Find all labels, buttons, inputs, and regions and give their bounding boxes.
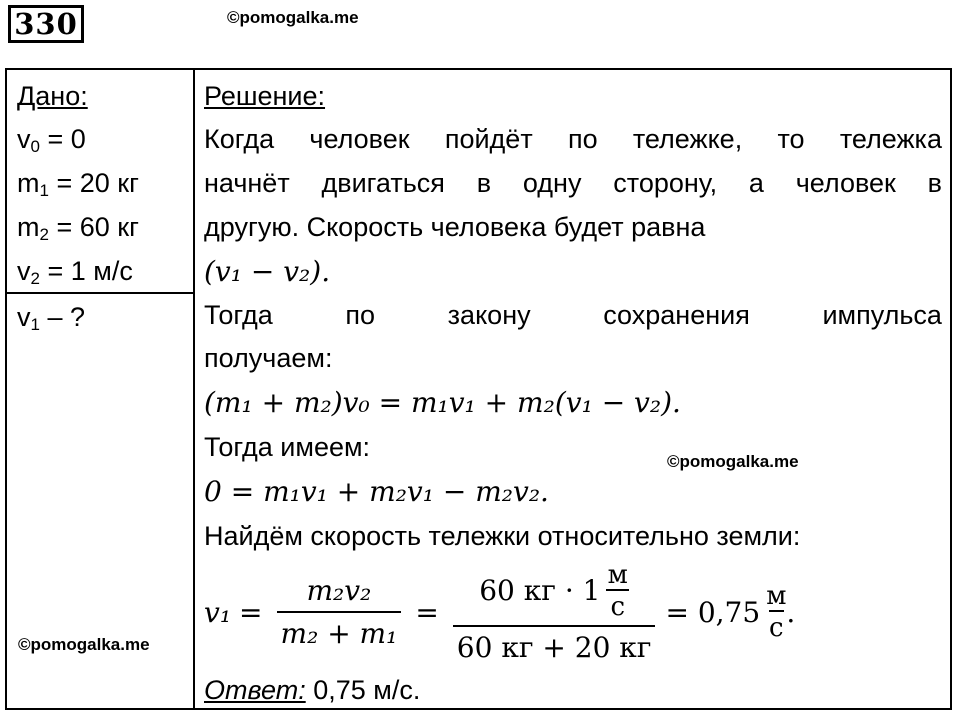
given-m1: $m_1 = 20$ кг [17, 168, 139, 200]
line2-word: в [476, 168, 492, 198]
line2-word: двигаться [321, 168, 445, 198]
line2-word: в [927, 168, 942, 198]
line1-word: тележка [839, 124, 942, 154]
solution-line-1 [204, 124, 942, 155]
watermark-top: ©pomogalka.me [227, 8, 359, 27]
line1-word: Когда [204, 124, 275, 154]
line1-word: то [777, 124, 805, 154]
formula-final: v₁ = $\frac{\text{m₂v₂}}{\text{m₂ + m₁}}$ = 60 кг · 1 м с 60 кг + 20 кг = 0,75 м с . [204, 559, 796, 664]
solution-line-3: другую. Скорость человека будет равна [204, 212, 706, 242]
line1-word: по [567, 124, 598, 154]
solution-line-4 [204, 300, 942, 331]
line1-word: человек [309, 124, 410, 154]
watermark-middle: ©pomogalka.me [667, 452, 799, 471]
line4-word: закону [447, 300, 531, 330]
line4-word: сохранения [603, 300, 750, 330]
solution-line-2 [204, 168, 942, 199]
formula-relative-velocity: (v₁ − v₂). [204, 255, 331, 288]
formula-momentum-conservation: (m₁ + m₂)v₀ = m₁v₁ + m₂(v₁ − v₂). [204, 386, 681, 419]
solution-heading: Решение: [204, 81, 326, 111]
line4-word: Тогда [204, 300, 273, 330]
line2-word: начнёт [204, 168, 290, 198]
fraction-symbolic: $\frac{\text{m₂v₂}}{\text{m₂ + m₁}}$ [277, 574, 402, 650]
answer-label: Ответ: [204, 675, 306, 705]
column-divider [193, 68, 195, 710]
solution-line-5: получаем: [204, 343, 333, 373]
given-v2: $v_2 = 1$ м/с [17, 256, 133, 288]
line1-word: пойдёт [444, 124, 533, 154]
line4-word: импульса [822, 300, 942, 330]
unit-m-per-s-numerator: м с [607, 559, 628, 622]
line4-word: по [345, 300, 376, 330]
line2-word: а [748, 168, 764, 198]
unit-m-per-s-result: м с [766, 581, 787, 643]
fraction-numeric: 60 кг · 1 м с 60 кг + 20 кг [453, 561, 656, 664]
problem-number: 330 [8, 5, 84, 43]
solution-line-7: Найдём скорость тележки относительно земли: [204, 521, 801, 551]
given-v0: $v_0 = 0$ [17, 124, 86, 156]
given-heading: Дано: [17, 81, 88, 111]
line1-word: тележке, [632, 124, 743, 154]
line2-word: одну [522, 168, 582, 198]
line2-word: человек [795, 168, 896, 198]
given-m2: $m_2 = 60$ кг [17, 212, 139, 244]
final-result: = 0,75 [665, 595, 761, 629]
watermark-bottom-left: ©pomogalka.me [18, 635, 150, 654]
find-v1: $v_1$ – ? [17, 302, 86, 334]
answer-line [204, 675, 942, 706]
solution-line-6: Тогда имеем: [204, 432, 371, 462]
line2-word: сторону, [613, 168, 718, 198]
final-lhs: v₁ [204, 595, 232, 629]
formula-expanded: 0 = m₁v₁ + m₂v₁ − m₂v₂. [204, 475, 549, 508]
answer-value: 0,75 м/с. [305, 675, 421, 705]
